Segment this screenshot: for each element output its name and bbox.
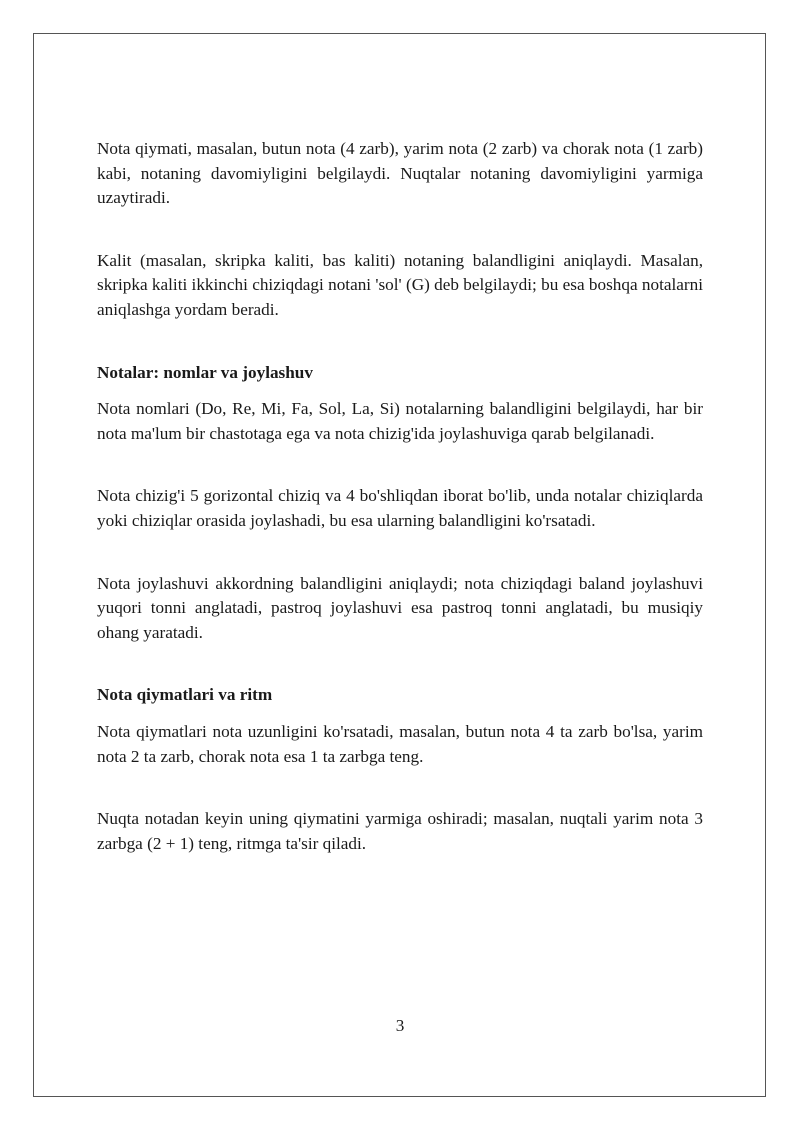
paragraph-note-names: Nota nomlari (Do, Re, Mi, Fa, Sol, La, Si) notalarning balandligini belgilaydi, har bir nota ma'lum bir chastotaga ega va nota chizig'ida joylashuviga qarab belgilanadi. — [97, 399, 703, 443]
paragraph-dotted-note: Nuqta notadan keyin uning qiymatini yarmiga oshiradi; masalan, nuqtali yarim nota 3 zarbga (2 + 1) teng, ritmga ta'sir qiladi. — [97, 809, 703, 853]
paragraph-staff: Nota chizig'i 5 gorizontal chiziq va 4 bo'shliqdan iborat bo'lib, unda notalar chiziqlarda yoki chiziqlar orasida joylashadi, bu esa ularning balandligini ko'rsatadi. — [97, 486, 703, 530]
paragraph-note-values: Nota qiymatlari nota uzunligini ko'rsatadi, masalan, butun nota 4 ta zarb bo'lsa, yarim nota 2 ta zarb, chorak nota esa 1 ta zarbga teng. — [97, 721, 703, 766]
section-heading-values-rhythm: Nota qiymatlari va ritm — [97, 685, 273, 705]
page-number: 3 — [395, 1016, 405, 1035]
paragraph-clef: Kalit (masalan, skripka kaliti, bas kaliti) notaning balandligini aniqlaydi. Masalan, skripka kaliti ikkinchi chiziqdagi notani 'sol' (G) deb belgilaydi; bu esa boshqa notalarni aniqlashga yordam beradi. — [97, 250, 703, 319]
section-heading-names-placement: Notalar: nomlar va joylashuv — [97, 362, 313, 382]
page-content — [97, 137, 703, 856]
paragraph-note-placement: Nota joylashuvi akkordning balandligini aniqlaydi; nota chiziqdagi baland joylashuvi yuqori tonni anglatadi, pastroq joylashuvi esa pastroq tonni anglatadi, bu musiqiy ohang yaratadi. — [97, 573, 703, 642]
paragraph-note-value: Nota qiymati, masalan, butun nota (4 zarb), yarim nota (2 zarb) va chorak nota (1 zarb) kabi, notaning davomiyligini belgilaydi. Nuqtalar notaning davomiyligini yarmiga uzaytiradi. — [97, 139, 703, 208]
